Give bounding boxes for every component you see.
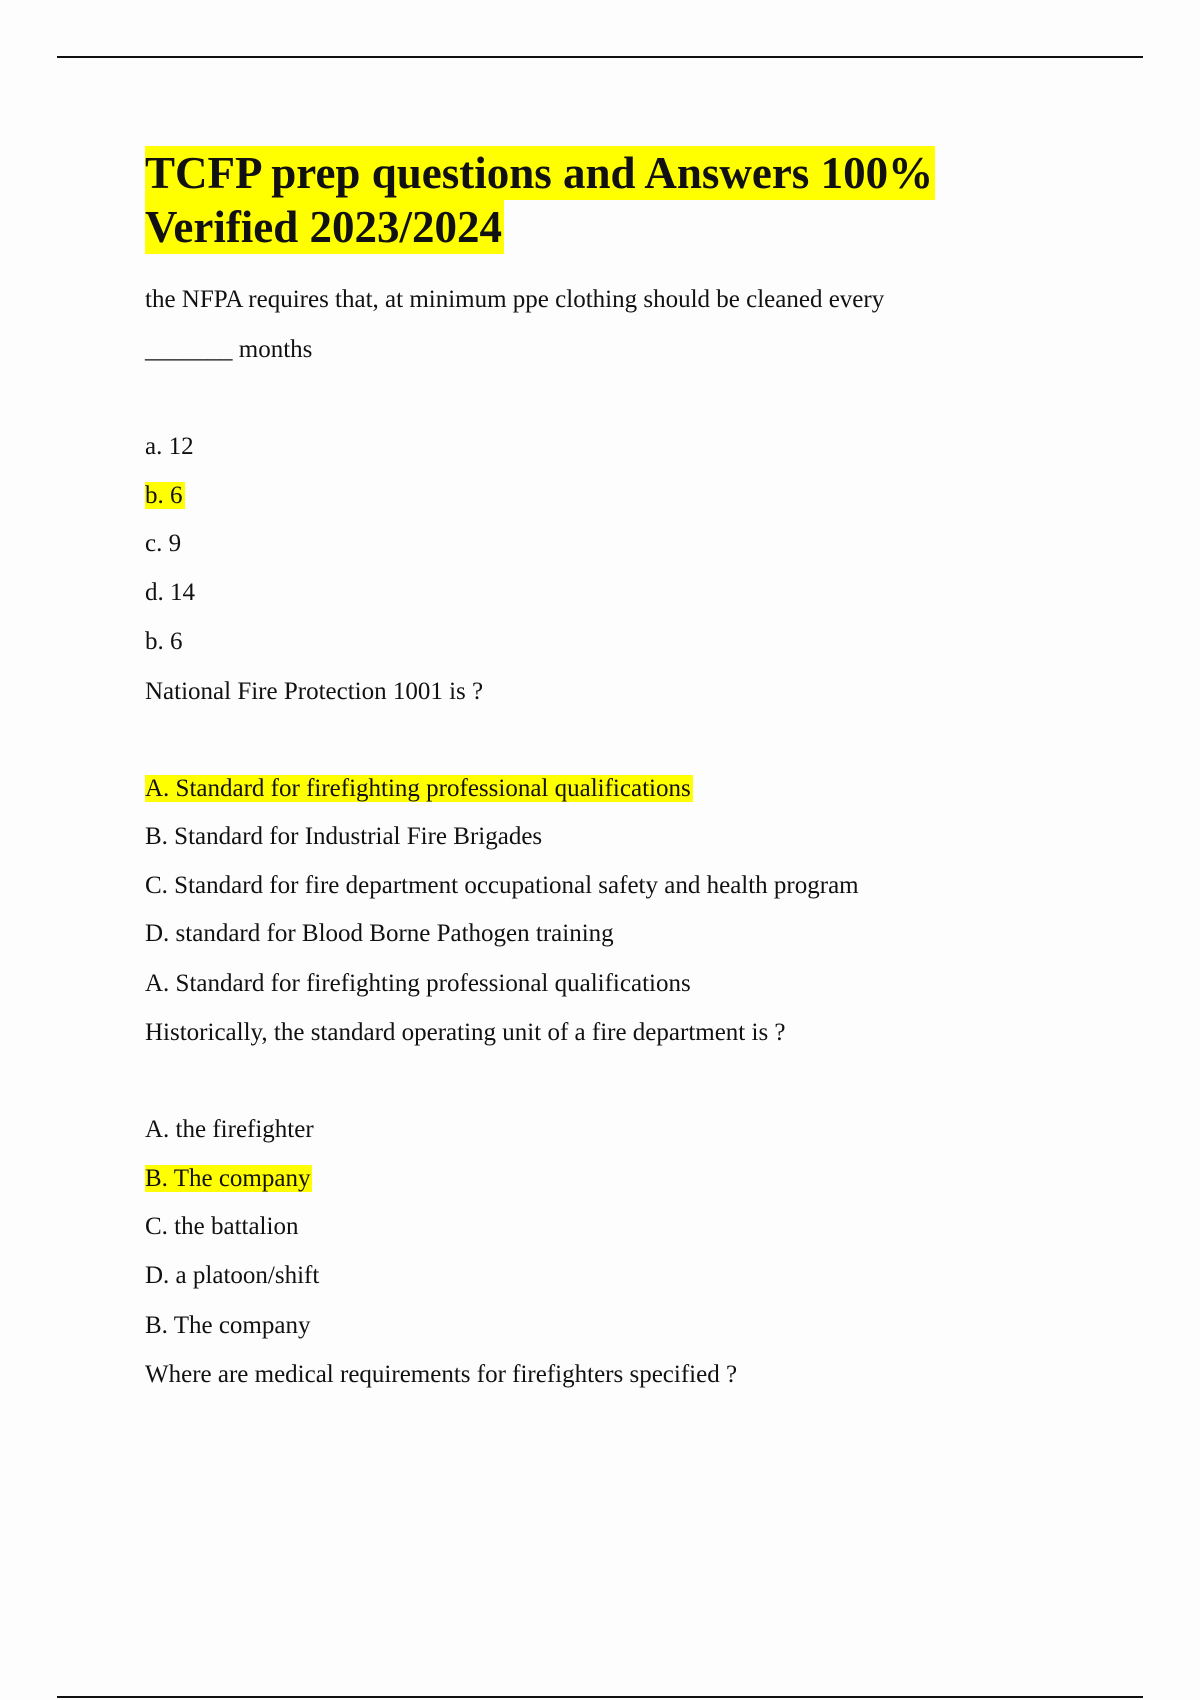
- top-rule: [57, 56, 1143, 58]
- question-1-text: the NFPA requires that, at minimum ppe clothing should be cleaned every: [145, 286, 885, 313]
- question-1-option-d: d. 14: [145, 579, 195, 606]
- title-line-1: TCFP prep questions and Answers 100%: [145, 148, 934, 198]
- question-1-option-a: a. 12: [145, 433, 194, 460]
- question-2-option-c: C. Standard for fire department occupational safety and health program: [145, 872, 859, 899]
- question-2-answer: A. Standard for firefighting professional qualifications: [145, 970, 691, 997]
- question-1-answer: b. 6: [145, 628, 183, 655]
- highlighted-option: b. 6: [145, 482, 183, 509]
- title-line-2: Verified 2023/2024: [145, 202, 503, 252]
- question-3-option-d: D. a platoon/shift: [145, 1262, 320, 1289]
- question-3-option-b: [145, 1164, 312, 1194]
- question-4-text: Where are medical requirements for firefighters specified ?: [145, 1361, 738, 1388]
- question-3-option-c: C. the battalion: [145, 1213, 299, 1240]
- question-2-option-d: D. standard for Blood Borne Pathogen training: [145, 920, 614, 947]
- highlighted-option: B. The company: [145, 1165, 311, 1192]
- question-3-option-a: A. the firefighter: [145, 1116, 314, 1143]
- question-3-answer: B. The company: [145, 1312, 311, 1339]
- question-2-text: National Fire Protection 1001 is ?: [145, 678, 484, 705]
- question-3-text: Historically, the standard operating unit of a fire department is ?: [145, 1019, 786, 1046]
- question-2-option-a: [145, 774, 693, 804]
- question-1-option-c: c. 9: [145, 530, 182, 557]
- bottom-rule: [57, 1696, 1143, 1698]
- highlighted-option: A. Standard for firefighting professional qualifications: [145, 775, 691, 802]
- question-1-text-cont: _______ months: [145, 336, 313, 363]
- question-1-option-b: [145, 481, 185, 511]
- question-2-option-b: B. Standard for Industrial Fire Brigades: [145, 823, 543, 850]
- document-title: [145, 146, 935, 254]
